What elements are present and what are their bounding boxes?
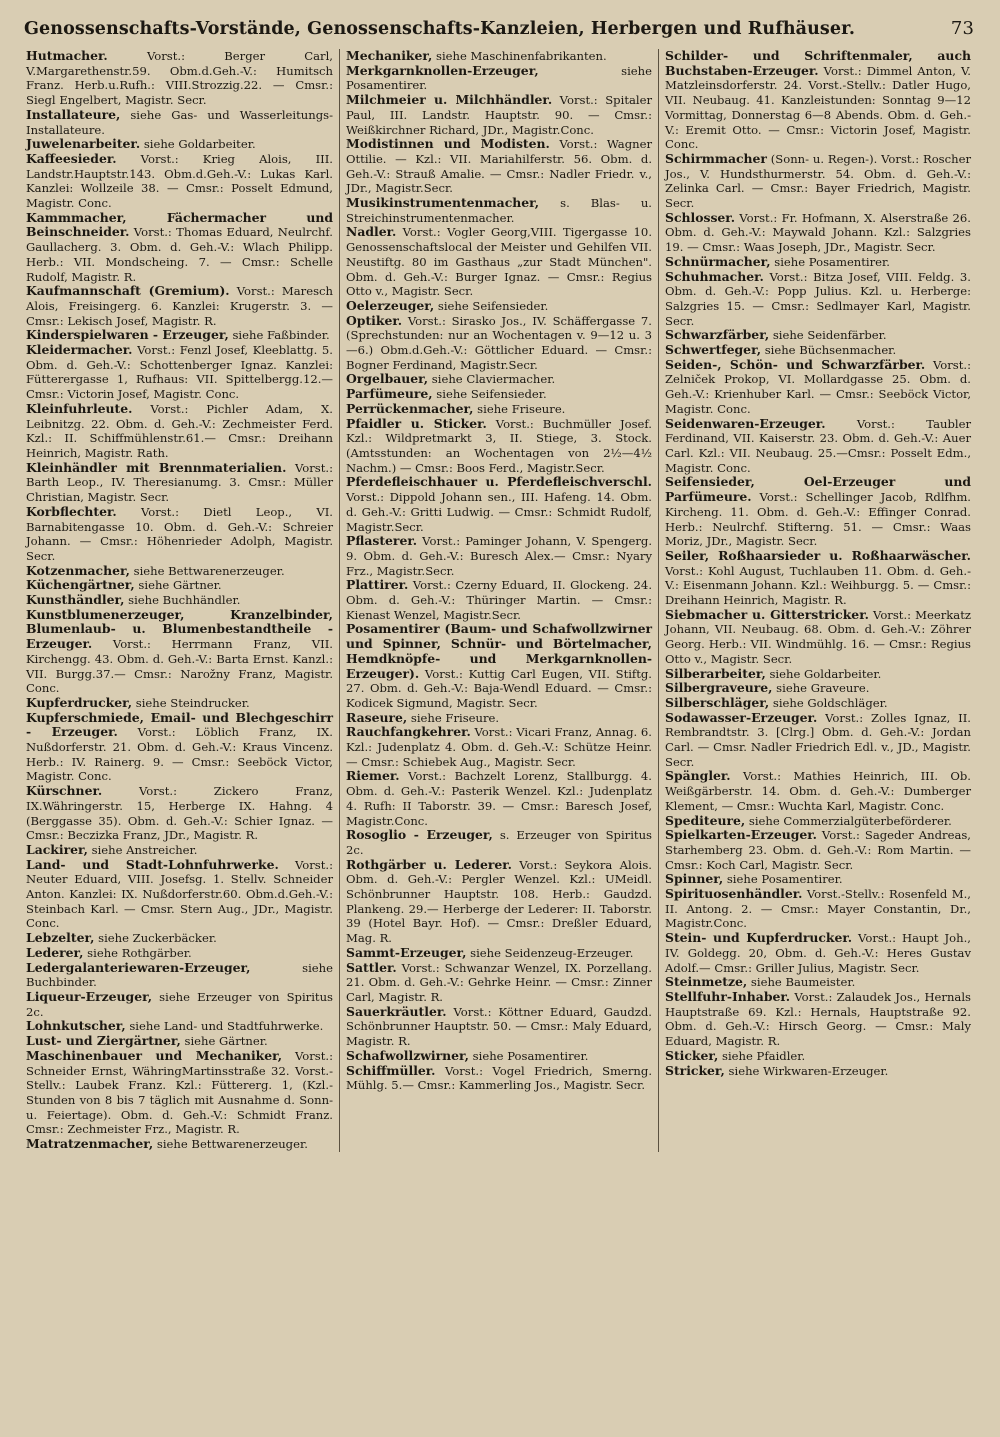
entry-details: Vorst.: Meerkatz Johann, VII. Neubaug. 68. Obm. d. Geh.-V.: Zöhrer Georg. Herb.: VII. Windmühlg. 16. — Cmsr.: Regius Otto v., Magistr. Secr. xyxy=(665,607,971,666)
entry-details: Vorst.: Schneider Ernst, WähringMartinsstraße 32. Vorst.-Stellv.: Laubek Franz. Kzl.: Füttererg. 1, (Kzl.-Stunden von 8 bis 7 täglich mit Ausnahme d. Sonn- u. Feiertage). Obm. d. Geh.-V.: Schmidt Franz. Cmsr.: Zechmeister Frz., Magistr. R. xyxy=(26,1048,334,1137)
trade-heading: Kleinhändler mit Brennmaterialien. xyxy=(26,459,287,475)
trade-heading: Schiffmüller. xyxy=(346,1062,436,1078)
entry-details: siehe Zuckerbäcker. xyxy=(94,931,217,946)
directory-entry xyxy=(665,49,971,152)
page-header-title: Genossenschafts-Vorstände, Genossenschafts-Kanzleien, Herbergen und Rufhäuser. xyxy=(24,19,856,39)
directory-entry xyxy=(665,270,971,329)
trade-heading: Kürschner. xyxy=(26,783,103,799)
entry-details: siehe Seidenfärber. xyxy=(769,328,887,343)
trade-heading: Perrückenmacher, xyxy=(346,400,474,416)
trade-heading: Kotzenmacher, xyxy=(26,562,130,578)
directory-entry xyxy=(346,1049,652,1064)
column-left xyxy=(20,49,339,1152)
directory-entry xyxy=(346,828,652,857)
directory-entry xyxy=(665,667,971,682)
directory-entry xyxy=(346,225,652,299)
trade-heading: Silberschläger, xyxy=(665,694,770,710)
trade-heading: Siebmacher u. Gitterstricker. xyxy=(665,606,869,622)
trade-heading: Kleinfuhrleute. xyxy=(26,400,133,416)
trade-heading: Kinderspielwaren - Erzeuger, xyxy=(26,327,229,343)
entry-details: siehe Maschinenfabrikanten. xyxy=(432,49,607,63)
entry-details: Vorst.: Dippold Johann sen., III. Hafeng. 14. Obm. d. Geh.-V.: Gritti Ludwig. — Cmsr.: Schmidt Rudolf, Magistr.Secr. xyxy=(346,490,652,534)
trade-heading: Juwelenarbeiter. xyxy=(26,136,141,152)
entry-details: siehe Pfaidler. xyxy=(718,1048,806,1063)
trade-heading: Posamentirer (Baum- und Schafwollzwirner und Spinner, Schnür- und Börtelmacher, Hemdknöpfe- und Merkgarnknollen-Erzeuger). xyxy=(346,621,652,681)
trade-heading: Installateure, xyxy=(26,106,121,122)
trade-heading: Sticker, xyxy=(665,1047,719,1063)
trade-heading: Silberarbeiter, xyxy=(665,665,766,681)
directory-columns xyxy=(20,49,978,1152)
trade-heading: Schuhmacher. xyxy=(665,268,764,284)
directory-entry xyxy=(665,681,971,696)
entry-details: s. Erzeuger von Spiritus 2c. xyxy=(346,828,652,857)
trade-heading: Merkgarnknollen-Erzeuger, xyxy=(346,62,539,78)
entry-details: siehe Commerzialgüterbeförderer. xyxy=(745,813,952,828)
entry-details: siehe Posamentirer. xyxy=(468,1048,589,1063)
directory-entry xyxy=(665,887,971,931)
trade-heading: Kaufmannschaft (Gremium). xyxy=(26,283,230,299)
trade-heading: Mechaniker, xyxy=(346,49,433,63)
entry-details: Vorst.: Thomas Eduard, Neulrchf. Gaullacherg. 3. Obm. d. Geh.-V.: Wlach Philipp. Herb.: VII. Mondscheing. 7. — Cmsr.: Schelle Rudolf, Magistr. R. xyxy=(26,225,333,284)
directory-entry xyxy=(346,961,652,1005)
entry-details: Vorst.: Bitza Josef, VIII. Feldg. 3. Obm. d. Geh.-V.: Popp Julius. Kzl. u. Herberge: Salzgries 15. — Cmsr.: Sedlmayer Karl, Magistr. Secr. xyxy=(665,269,971,328)
directory-entry xyxy=(26,1137,333,1152)
entry-details: siehe Seifensieder. xyxy=(432,387,547,402)
trade-heading: Sodawasser-Erzeuger. xyxy=(665,709,818,725)
trade-heading: Seiler, Roßhaarsieder u. Roßhaarwäscher. xyxy=(665,547,971,563)
entry-details: siehe Faßbinder. xyxy=(228,328,330,343)
trade-heading: Modistinnen und Modisten. xyxy=(346,136,550,152)
entry-details: siehe Bettwarenerzeuger. xyxy=(153,1137,308,1152)
trade-heading: Schlosser. xyxy=(665,209,736,225)
directory-entry xyxy=(346,1064,652,1093)
trade-heading: Schirmmacher xyxy=(665,150,767,166)
trade-heading: Seidenwaren-Erzeuger. xyxy=(665,415,826,431)
trade-heading: Pferdefleischhauer u. Pferdefleischverschl. xyxy=(346,474,652,490)
trade-heading: Parfümeure, xyxy=(346,386,433,402)
directory-entry xyxy=(665,1049,971,1064)
entry-details: Vorst.: Mathies Heinrich, III. Ob. Weißgärberstr. 14. Obm. d. Geh.-V.: Dumberger Klement, — Cmsr.: Wuchta Karl, Magistr. Conc. xyxy=(665,769,971,813)
directory-entry xyxy=(665,872,971,887)
directory-entry xyxy=(346,387,652,402)
directory-entry xyxy=(665,711,971,770)
directory-entry xyxy=(665,769,971,813)
directory-entry xyxy=(346,858,652,946)
trade-heading: Korbflechter. xyxy=(26,503,117,519)
trade-heading: Maschinenbauer und Mechaniker, xyxy=(26,1047,283,1063)
trade-heading: Silbergraveure, xyxy=(665,680,773,696)
directory-entry xyxy=(26,843,333,858)
directory-entry xyxy=(26,49,333,108)
trade-heading: Spinner, xyxy=(665,871,724,887)
directory-entry xyxy=(665,814,971,829)
trade-heading: Lackirer, xyxy=(26,841,88,857)
column-right xyxy=(658,49,977,1152)
directory-entry xyxy=(346,299,652,314)
trade-heading: Optiker. xyxy=(346,312,403,328)
trade-heading: Pflasterer. xyxy=(346,533,418,549)
directory-entry xyxy=(26,578,333,593)
trade-heading: Rosoglio - Erzeuger, xyxy=(346,827,493,843)
directory-entry xyxy=(346,725,652,769)
entry-details: Vorst.: Vogler Georg,VIII. Tigergasse 10. Genossenschaftslocal der Meister und Gehilfen VII. Neustiftg. 80 im Gasthaus „zur Stadt München". Obm. d. Geh.-V.: Burger Ignaz. — Cmsr.: Regius Otto v., Magistr. Secr. xyxy=(346,225,652,299)
trade-heading: Spirituosenhändler. xyxy=(665,886,803,902)
trade-heading: Küchengärtner, xyxy=(26,577,135,593)
entry-details: Vorst.: Vicari Franz, Annag. 6. Kzl.: Judenplatz 4. Obm. d. Geh.-V.: Schütze Heinr.— Cmsr.: Schiebek Aug., Magistr. Secr. xyxy=(346,725,652,769)
trade-heading: Kupferschmiede, Email- und Blechgeschirr - Erzeuger. xyxy=(26,709,333,740)
directory-entry xyxy=(26,284,333,328)
entry-details: Vorst.: Zolles Ignaz, II. Rembrandtstr. 3. [Clrg.] Obm. d. Geh.-V.: Jordan Carl. — Cmsr. Nadler Friedrich Edl. v., JD., Magistr. Secr. xyxy=(665,710,971,769)
entry-details: Vorst.: Bachzelt Lorenz, Stallburgg. 4. Obm. d. Geh.-V.: Pasterik Wenzel. Kzl.: Judenplatz 4. Rufh: II Taborstr. 39. — Cmsr.: Baresch Josef, Magistr.Conc. xyxy=(346,769,652,828)
column-middle xyxy=(339,49,658,1152)
entry-details: siehe Seidenzeug-Erzeuger. xyxy=(466,945,634,960)
entry-details: Vorst.: Kuttig Carl Eugen, VII. Stiftg. 27. Obm. d. Geh.-V.: Baja-Wendl Eduard. — Cmsr.: Kodicek Sigmund, Magistr. Secr. xyxy=(346,666,652,710)
directory-entry xyxy=(346,534,652,578)
directory-entry xyxy=(346,196,652,225)
entry-details: Vorst.: Zickero Franz, IX.Währingerstr. 15, Herberge IX. Hahng. 4 (Berggasse 35). Obm. d. Geh.-V.: Schier Ignaz. — Cmsr.: Beczizka Franz, JDr., Magistr. R. xyxy=(26,784,333,843)
trade-heading: Kaffeesieder. xyxy=(26,150,117,166)
entry-details: Vorst.: Haupt Joh., IV. Goldegg. 20, Obm. d. Geh.-V.: Heres Gustav Adolf.— Cmsr.: Griller Julius, Magistr. Secr. xyxy=(665,931,971,975)
trade-heading: Liqueur-Erzeuger, xyxy=(26,989,153,1004)
directory-entry xyxy=(26,946,333,961)
directory-entry xyxy=(346,314,652,373)
entry-details: Vorst.: Wagner Ottilie. — Kzl.: VII. Mariahilferstr. 56. Obm. d. Geh.-V.: Strauß Amalie. — Cmsr.: Nadler Friedr. v., JDr., Magistr.Secr. xyxy=(346,137,652,196)
directory-entry xyxy=(346,49,652,64)
entry-details: Vorst.: Buchmüller Josef. Kzl.: Wildpretmarkt 3, II. Stiege, 3. Stock. (Amtsstunden: an Wochentagen von 2½—4½ Nachm.) — Cmsr.: Boos Ferd., Magistr.Secr. xyxy=(346,416,652,475)
trade-heading: Seiden-, Schön- und Schwarzfärber. xyxy=(665,356,926,372)
directory-entry xyxy=(26,608,333,696)
directory-entry xyxy=(346,372,652,387)
trade-heading: Kunsthändler, xyxy=(26,592,125,608)
trade-heading: Kleidermacher. xyxy=(26,342,133,358)
directory-entry xyxy=(26,1034,333,1049)
entry-details: Vorst.: Dietl Leop., VI. Barnabitengasse 10. Obm. d. Geh.-V.: Schreier Johann. — Cmsr.: Höhenrieder Adolph, Magistr. Secr. xyxy=(26,504,333,563)
directory-entry xyxy=(26,343,333,402)
entry-details: siehe Baumeister. xyxy=(747,975,856,990)
entry-details: Vorst.: Dimmel Anton, V. Matzleinsdorferstr. 24. Vorst.-Stellv.: Datler Hugo, VII. Neubaug. 41. Kanzleistunden: Sonntag 9—12 Vormittag, Donnerstag 6—8 Abends. Obm. d. Geh.-V.: Eremit Otto. — Cmsr.: Victorin Josef, Magistr. Conc. xyxy=(665,63,971,152)
trade-heading: Plattirer. xyxy=(346,577,409,593)
directory-entry xyxy=(346,946,652,961)
entry-details: siehe Claviermacher. xyxy=(428,372,556,387)
directory-entry xyxy=(665,343,971,358)
entry-details: Vorst.: Sirasko Jos., IV. Schäffergasse 7. (Sprechstunden: nur an Wochentagen v. 9—12 u. 3—6.) Obm.d.Geh.-V.: Göttlicher Eduard. — Cmsr.: Bogner Ferdinand, Magistr.Secr. xyxy=(346,313,652,372)
directory-entry xyxy=(346,402,652,417)
directory-entry xyxy=(26,402,333,461)
directory-entry xyxy=(26,137,333,152)
entry-details: Vorst.: Kohl August, Tuchlauben 11. Obm. d. Geh.-V.: Eisenmann Johann. Kzl.: Weihburgg. 5. — Cmsr.: Dreihann Heinrich, Magistr. R. xyxy=(665,563,971,608)
entry-details: siehe Goldarbeiter. xyxy=(765,666,882,681)
directory-entry xyxy=(26,961,333,990)
trade-heading: Riemer. xyxy=(346,768,400,784)
trade-heading: Raseure, xyxy=(346,709,408,725)
trade-heading: Schafwollzwirner, xyxy=(346,1047,469,1063)
trade-heading: Steinmetze, xyxy=(665,974,748,990)
directory-entry xyxy=(26,152,333,211)
trade-heading: Sammt-Erzeuger, xyxy=(346,944,467,960)
entry-details: Vorst.: Fenzl Josef, Kleeblattg. 5. Obm. d. Geh.-V.: Schottenberger Ignaz. Kanzlei: Fütterergasse 1, Rufhaus: VII. Spittelbergg.12.—Cmsr.: Victorin Josef, Magistr. Conc. xyxy=(26,343,333,402)
trade-heading: Stein- und Kupferdrucker. xyxy=(665,930,853,946)
directory-entry xyxy=(665,1064,971,1079)
directory-entry xyxy=(26,593,333,608)
directory-entry xyxy=(26,711,333,785)
directory-entry xyxy=(346,622,652,710)
directory-entry xyxy=(26,328,333,343)
trade-heading: Sattler. xyxy=(346,959,397,975)
directory-entry xyxy=(665,475,971,549)
trade-heading: Schnürmacher, xyxy=(665,253,771,269)
directory-entry xyxy=(346,711,652,726)
entry-details: siehe Goldschläger. xyxy=(769,695,888,710)
entry-details: Vorst.: Löblich Franz, IX. Nußdorferstr. 21. Obm. d. Geh.-V.: Kraus Vincenz. Herb.: IV. Rainerg. 9. — Cmsr.: Seeböck Victor, Magistr. Conc. xyxy=(26,725,333,784)
entry-details: Vorst.: Berger Carl, V.Margarethenstr.59. Obm.d.Geh.-V.: Humitsch Franz. Herb.u.Rufh.: VIII.Strozzig.22. — Cmsr.: Siegl Engelbert, Magistr. Secr. xyxy=(26,49,333,108)
entry-details: siehe Posamentirer. xyxy=(346,63,652,93)
entry-details: s. Blas- u. Streichinstrumentenmacher. xyxy=(346,196,652,225)
entry-details: siehe Steindrucker. xyxy=(132,695,250,710)
entry-details: siehe Rothgärber. xyxy=(83,945,192,960)
entry-details: Vorst.: Herrmann Franz, VII. Kirchengg. 43. Obm. d. Geh.-V.: Barta Ernst. Kanzl.: VII. Burgg.37.— Cmsr.: Narožny Franz, Magistr. Conc. xyxy=(26,637,333,696)
trade-heading: Lust- und Ziergärtner, xyxy=(26,1033,181,1049)
entry-details: Vorst.: Seykora Alois. Obm. d. Geh.-V.: Pergler Wenzel. Kzl.: UMeidl. Schönbrunner Hauptstr. 108. Herb.: Gaudzd. Plankeng. 29.— Herberge der Lederer: II. Taborstr. 39 (Hotel Bayr. Hof). — Cmsr.: Dreßler Eduard, Mag. R. xyxy=(346,857,652,946)
trade-heading: Milchmeier u. Milchhändler. xyxy=(346,92,553,108)
directory-entry xyxy=(346,93,652,137)
directory-entry xyxy=(665,152,971,211)
directory-entry xyxy=(346,475,652,534)
page-number: 73 xyxy=(950,18,974,39)
entry-details: Vorst.: Czerny Eduard, II. Glockeng. 24. Obm. d. Geh.-V.: Thüringer Martin. — Cmsr.: Kienast Wenzel, Magistr.Secr. xyxy=(346,578,652,622)
directory-entry xyxy=(665,211,971,255)
directory-entry xyxy=(346,769,652,828)
entry-details: Vorst.: Barth Leop., IV. Theresianumg. 3. Cmsr.: Müller Christian, Magistr. Secr. xyxy=(26,460,333,505)
directory-entry xyxy=(346,417,652,476)
entry-details: Vorst.: Taubler Ferdinand, VII. Kaiserstr. 23. Obm. d. Geh.-V.: Auer Carl. Kzl.: VII. Neubaug. 25.—Cmsr.: Posselt Edm., Magistr. Conc. xyxy=(665,416,971,475)
entry-details: siehe Bettwarenerzeuger. xyxy=(129,563,285,578)
trade-heading: Schilder- und Schriftenmaler, auch Buchstaben-Erzeuger. xyxy=(665,49,971,78)
trade-heading: Ledergalanteriewaren-Erzeuger, xyxy=(26,959,251,975)
directory-entry xyxy=(665,931,971,975)
directory-entry xyxy=(665,990,971,1049)
entry-details: siehe Gas- und Wasserleitungs-Installateure. xyxy=(26,107,333,137)
trade-heading: Lederer, xyxy=(26,944,84,960)
trade-heading: Orgelbauer, xyxy=(346,371,429,387)
entry-details: Vorst.: Neuter Eduard, VIII. Josefsg. 1. Stellv. Schneider Anton. Kanzlei: IX. Nußdorferstr.60. Obm.d.Geh.-V.: Steinbach Karl. — Cmsr. Stern Aug., JDr., Magistr. Conc. xyxy=(26,857,333,931)
directory-entry xyxy=(26,1049,333,1137)
entry-details: siehe Erzeuger von Spiritus 2c. xyxy=(26,990,333,1019)
directory-entry xyxy=(346,578,652,622)
directory-entry xyxy=(26,1019,333,1034)
directory-entry xyxy=(665,328,971,343)
entry-details: siehe Gärtner. xyxy=(134,578,222,593)
directory-entry xyxy=(346,137,652,196)
entry-details: Vorst.: Sageder Andreas, Starhemberg 23. Obm. d. Geh.-V.: Rom Martin. —Cmsr.: Koch Carl, Magistr. Secr. xyxy=(665,828,971,872)
directory-entry xyxy=(665,828,971,872)
trade-heading: Hutmacher. xyxy=(26,49,108,63)
entry-details: Vorst.: Vogel Friedrich, Smerng. Mühlg. 5.— Cmsr.: Kammerling Jos., Magistr. Secr. xyxy=(346,1063,652,1093)
trade-heading: Spängler. xyxy=(665,768,731,784)
entry-details: Vorst.: Krieg Alois, III. Landstr.Hauptstr.143. Obm.d.Geh.-V.: Lukas Karl. Kanzlei: Wollzeile 38. — Cmsr.: Posselt Edmund, Magistr. Conc. xyxy=(26,151,333,211)
entry-details: Vorst.: Schellinger Jacob, Rdlfhm. Kircheng. 11. Obm. d. Geh.-V.: Effinger Conrad. Herb.: Neulrchf. Stifterng. 51. — Cmsr.: Waas Moriz, JDr., Magistr. Secr. xyxy=(665,490,971,549)
directory-entry xyxy=(665,608,971,667)
trade-heading: Kunstblumenerzeuger, Kranzelbinder, Blumenlaub- u. Blumenbestandtheile - Erzeuger. xyxy=(26,606,333,652)
trade-heading: Schwertfeger, xyxy=(665,342,762,358)
trade-heading: Rothgärber u. Lederer. xyxy=(346,856,512,872)
running-head xyxy=(20,18,978,39)
trade-heading: Pfaidler u. Sticker. xyxy=(346,415,487,431)
directory-entry xyxy=(26,696,333,711)
entry-details: Vorst.: Spitaler Paul, III. Landstr. Hauptstr. 90. — Cmsr.: Weißkirchner Richard, JDr., Magistr.Conc. xyxy=(346,93,652,137)
entry-details: Vorst.: Zelniček Prokop, VI. Mollardgasse 25. Obm. d. Geh.-V.: Krienhuber Karl. — Cmsr.: Seeböck Victor, Magistr. Conc. xyxy=(665,357,971,416)
directory-entry xyxy=(665,975,971,990)
trade-heading: Matratzenmacher, xyxy=(26,1136,154,1152)
entry-details: siehe Posamentirer. xyxy=(723,872,843,887)
directory-entry xyxy=(346,1005,652,1049)
entry-details: Vorst.: Fr. Hofmann, X. Alserstraße 26. Obm. d. Geh.-V.: Maywald Johann. Kzl.: Salzgries 19. — Cmsr.: Waas Joseph, JDr., Magistr. Secr. xyxy=(665,210,971,255)
directory-entry xyxy=(26,461,333,505)
trade-heading: Musikinstrumentenmacher, xyxy=(346,195,540,211)
directory-entry xyxy=(26,211,333,285)
entry-details: siehe Graveure. xyxy=(772,681,870,696)
directory-entry xyxy=(26,564,333,579)
entry-details: siehe Land- und Stadtfuhrwerke. xyxy=(125,1019,324,1034)
trade-heading: Lohnkutscher, xyxy=(26,1018,126,1034)
entry-details: siehe Posamentirer. xyxy=(770,254,890,269)
entry-details: siehe Wirkwaren-Erzeuger. xyxy=(724,1063,889,1078)
trade-heading: Kupferdrucker, xyxy=(26,694,133,710)
directory-entry xyxy=(26,505,333,564)
entry-details: siehe Seifensieder. xyxy=(434,298,549,313)
entry-details: Vorst.: Pichler Adam, X. Leibnitzg. 22. Obm. d. Geh.-V.: Zechmeister Ferd. Kzl.: II. Schiffmühlenstr.61.— Cmsr.: Dreihann Heinrich, Magistr. Rath. xyxy=(26,401,333,460)
directory-entry xyxy=(26,784,333,843)
directory-entry xyxy=(665,255,971,270)
entry-details: siehe Friseure. xyxy=(473,401,566,416)
entry-details: Vorst.: Zalaudek Jos., Hernals Hauptstraße 69. Kzl.: Hernals, Hauptstraße 92. Obm. d. Geh.-V.: Hirsch Georg. — Cmsr.: Maly Eduard, Magistr. R. xyxy=(665,990,971,1049)
trade-heading: Kammmacher, Fächermacher und Beinschneider. xyxy=(26,209,333,240)
entry-details: siehe Goldarbeiter. xyxy=(140,137,256,152)
trade-heading: Schwarzfärber, xyxy=(665,327,770,343)
entry-details: siehe Buchbinder. xyxy=(26,960,333,990)
entry-details: siehe Gärtner. xyxy=(180,1034,268,1049)
trade-heading: Lebzelter, xyxy=(26,930,95,946)
entry-details: Vorst.: Paminger Johann, V. Spengerg. 9. Obm. d. Geh.-V.: Buresch Alex.— Cmsr.: Nyary Frz., Magistr.Secr. xyxy=(346,534,652,578)
entry-details: Vorst.-Stellv.: Rosenfeld M., II. Antong. 2. — Cmsr.: Mayer Constantin, Dr., Magistr.Conc. xyxy=(665,887,971,931)
directory-entry xyxy=(665,549,971,608)
trade-heading: Stellfuhr-Inhaber. xyxy=(665,989,791,1004)
directory-entry xyxy=(26,108,333,137)
trade-heading: Rauchfangkehrer. xyxy=(346,724,471,740)
directory-entry xyxy=(665,358,971,417)
directory-entry xyxy=(665,696,971,711)
directory-entry xyxy=(26,990,333,1019)
trade-heading: Land- und Stadt-Lohnfuhrwerke. xyxy=(26,856,279,872)
trade-heading: Spediteure, xyxy=(665,812,746,828)
entry-details: Vorst.: Schwanzar Wenzel, IX. Porzellang. 21. Obm. d. Geh.-V.: Gehrke Heinr. — Cmsr.: Zinner Carl, Magistr. R. xyxy=(346,960,652,1004)
trade-heading: Stricker, xyxy=(665,1062,725,1078)
directory-entry xyxy=(26,931,333,946)
entry-details: Vorst.: Maresch Alois, Freisingerg. 6. Kanzlei: Krugerstr. 3. — Cmsr.: Lekisch Josef, Magistr. R. xyxy=(26,284,333,328)
directory-entry xyxy=(26,858,333,932)
entry-details: siehe Anstreicher. xyxy=(87,842,198,857)
directory-entry xyxy=(665,417,971,476)
entry-details: Vorst.: Köttner Eduard, Gaudzd. Schönbrunner Hauptstr. 50. — Cmsr.: Maly Eduard, Magistr. R. xyxy=(346,1004,652,1049)
directory-entry xyxy=(346,64,652,93)
entry-details: siehe Büchsenmacher. xyxy=(761,343,897,358)
trade-heading: Sauerkräutler. xyxy=(346,1003,447,1019)
entry-details: siehe Buchhändler. xyxy=(124,593,241,608)
entry-details: siehe Friseure. xyxy=(407,710,500,725)
trade-heading: Nadler. xyxy=(346,224,397,240)
entry-details: (Sonn- u. Regen-). Vorst.: Roscher Jos., V. Hundsthurmerstr. 54. Obm. d. Geh.-V.: Zelinka Carl. — Cmsr.: Bayer Friedrich, Magistr. Secr. xyxy=(665,151,971,211)
trade-heading: Spielkarten-Erzeuger. xyxy=(665,827,817,843)
trade-heading: Oelerzeuger, xyxy=(346,297,435,313)
trade-heading: Seifensieder, Oel-Erzeuger und Parfümeure. xyxy=(665,474,971,505)
